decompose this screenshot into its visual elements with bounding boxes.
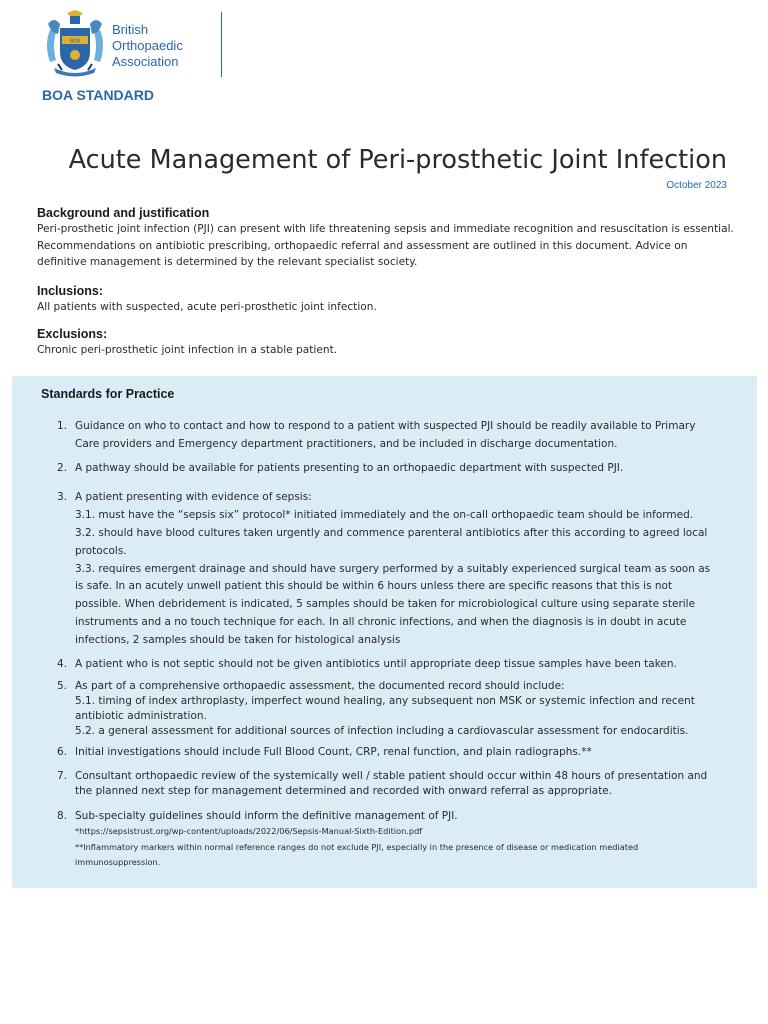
inclusions-text: All patients with suspected, acute peri-prosthetic joint infection. <box>37 301 377 313</box>
item-number: 8. <box>57 810 68 823</box>
sub-item: 5.1. timing of index arthroplasty, imperfect wound healing, any subsequent non MSK or systemic infection and recent antibiotic administration. <box>75 695 695 723</box>
item-number: 6. <box>57 746 68 759</box>
standard-item <box>57 769 717 799</box>
standard-item <box>57 418 717 454</box>
standard-item <box>57 679 717 739</box>
item-text: A pathway should be available for patients presenting to an orthopaedic department with suspected PJI. <box>75 461 624 474</box>
background-heading: Background and justification <box>37 206 210 220</box>
item-text: Guidance on who to contact and how to respond to a patient with suspected PJI should be readily available to Primary Care providers and Emergency department practitioners, and be included in discharge documentation. <box>75 420 696 450</box>
header-divider <box>221 12 222 77</box>
item-number: 2. <box>57 461 68 474</box>
svg-text:BOA: BOA <box>69 38 81 45</box>
standard-item <box>57 809 717 871</box>
footnote-link[interactable]: *https://sepsistrust.org/wp-content/uploads/2022/06/Sepsis-Manual-Sixth-Edition.pdf <box>75 826 423 837</box>
exclusions-heading: Exclusions: <box>37 327 108 341</box>
item-number: 5. <box>57 680 68 693</box>
org-line-1: British <box>112 22 149 37</box>
inclusions-section <box>37 284 737 316</box>
item-text: A patient who is not septic should not be given antibiotics until appropriate deep tissue samples have been taken. <box>75 657 677 670</box>
document-date: October 2023 <box>666 180 727 191</box>
footnote-text: **Inflammatory markers within normal reference ranges do not exclude PJI, especially in the presence of disease or medication mediated immunosuppression. <box>75 841 639 868</box>
background-text: Peri-prosthetic joint infection (PJI) can present with life threatening sepsis and immediate recognition and resuscitation is essential. Recommendations on antibiotic prescribing, orthopaedic referral and assessment are outlined in this document. Advice on definitive management is determined by the relevant specialist society. <box>37 223 734 268</box>
standard-label: BOA STANDARD <box>42 87 154 103</box>
sub-item: 3.1. must have the “sepsis six” protocol* initiated immediately and the on-call orthopaedic team should be informed. <box>75 509 694 522</box>
standard-item <box>57 460 717 478</box>
item-number: 1. <box>57 420 68 432</box>
standard-item <box>57 489 717 649</box>
item-number: 3. <box>57 491 68 504</box>
standards-list <box>57 418 717 871</box>
exclusions-text: Chronic peri-prosthetic joint infection in a stable patient. <box>37 344 338 356</box>
item-number: 7. <box>57 770 68 783</box>
item-text: Consultant orthopaedic review of the systemically well / stable patient should occur within 48 hours of presentation and the planned next step for management determined and recorded with onward referral as appropriate. <box>75 770 708 798</box>
exclusions-section <box>37 327 737 359</box>
sub-item: 3.2. should have blood cultures taken urgently and commence parenteral antibiotics after this according to agreed local protocols. <box>75 526 708 557</box>
inclusions-heading: Inclusions: <box>37 284 103 298</box>
boa-crest-icon <box>40 10 110 80</box>
background-section <box>37 206 737 271</box>
standard-item <box>57 745 717 760</box>
standards-heading: Standards for Practice <box>41 387 175 401</box>
item-text: A patient presenting with evidence of sepsis: <box>75 491 312 504</box>
org-line-3: Association <box>112 54 179 69</box>
sub-item: 5.2. a general assessment for additional sources of infection including a cardiovascular assessment for endocarditis. <box>75 725 689 738</box>
standard-item <box>57 656 717 674</box>
item-text: As part of a comprehensive orthopaedic assessment, the documented record should include: <box>75 680 565 693</box>
item-text: Initial investigations should include Full Blood Count, CRP, renal function, and plain radiographs.** <box>75 746 592 759</box>
document-title: Acute Management of Peri-prosthetic Joint Infection <box>68 145 727 176</box>
org-line-2: Orthopaedic <box>112 38 183 53</box>
item-text: Sub-specialty guidelines should inform the definitive management of PJI. <box>75 810 458 823</box>
sub-item: 3.3. requires emergent drainage and should have surgery performed by a suitably experienced surgical team as soon as is safe. In an acutely unwell patient this should be within 6 hours unless there are specific reasons that this is not possible. When debridement is indicated, 5 samples should be taken for microbiological culture using separate sterile instruments and a no touch technique for each. In all chronic infections, and when the diagnosis is in doubt in acute infections, 2 samples should be taken for histological analysis <box>75 562 711 646</box>
organisation-name <box>112 22 183 70</box>
item-number: 4. <box>57 657 68 670</box>
